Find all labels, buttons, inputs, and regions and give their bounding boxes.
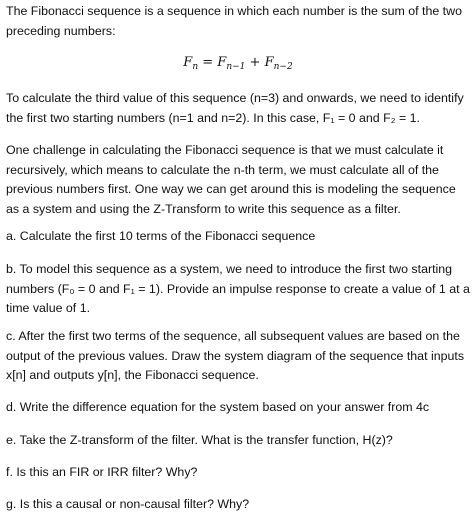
eq-term2-sub: n−2 [273,62,293,72]
text-line: previous numbers first. One way we can get around this is modeling the sequence [6,182,456,196]
text-line: f. Is this an FIR or IRR filter? Why? [6,465,198,479]
text-line: the first two starting numbers (n=1 and n=2). In this case, F₁ = 0 and F₂ = 1. [6,110,420,125]
text-line: d. Write the difference equation for the system based on your answer from 4c [6,400,430,414]
eq-lhs: F [183,55,193,70]
text-line: c. After the first two terms of the sequence, all subsequent values are based on the [6,329,460,343]
eq-term1: F [217,55,227,70]
question-d [6,398,470,418]
fibonacci-equation [6,54,470,76]
text-line: numbers (F₀ = 0 and F₁ = 1). Provide an impulse response to create a value of 1 at a [6,281,470,296]
text-line: as a system and using the Z-Transform to write this sequence as a filter. [6,201,401,216]
text-line: x[n] and outputs y[n], the Fibonacci sequence. [6,368,259,382]
text-line: e. Take the Z-transform of the filter. What is the transfer function, H(z)? [6,433,393,447]
eq-lhs-sub: n [192,62,199,72]
text-line: recursively, which means to calculate the n-th term, we must calculate all of the [6,162,439,177]
text-line: To calculate the third value of this sequence (n=3) and onwards, we need to identify [6,91,464,105]
question-a [6,227,470,247]
text-line: b. To model this sequence as a system, we need to introduce the first two starting [6,262,453,276]
eq-plus: + [249,55,261,70]
third-value-paragraph [6,89,470,128]
eq-equals: = [202,55,214,70]
text-line: a. Calculate the first 10 terms of the Fibonacci sequence [6,229,316,243]
question-g [6,495,470,515]
question-e [6,431,470,451]
challenge-paragraph [6,141,470,219]
text-line: preceding numbers: [6,23,116,38]
intro-paragraph [6,2,470,41]
text-line: output of the previous values. Draw the system diagram of the sequence that inputs [6,348,465,363]
text-line: The Fibonacci sequence is a sequence in which each number is the sum of the two [6,4,462,18]
eq-term1-sub: n−1 [226,62,246,72]
question-f [6,463,470,483]
text-line: time value of 1. [6,301,91,315]
text-line: g. Is this a causal or non-causal filter? Why? [6,497,250,511]
text-line: One challenge in calculating the Fibonacci sequence is that we must calculate it [6,143,444,157]
eq-term2: F [264,55,274,70]
question-b [6,260,470,319]
question-c [6,327,470,386]
